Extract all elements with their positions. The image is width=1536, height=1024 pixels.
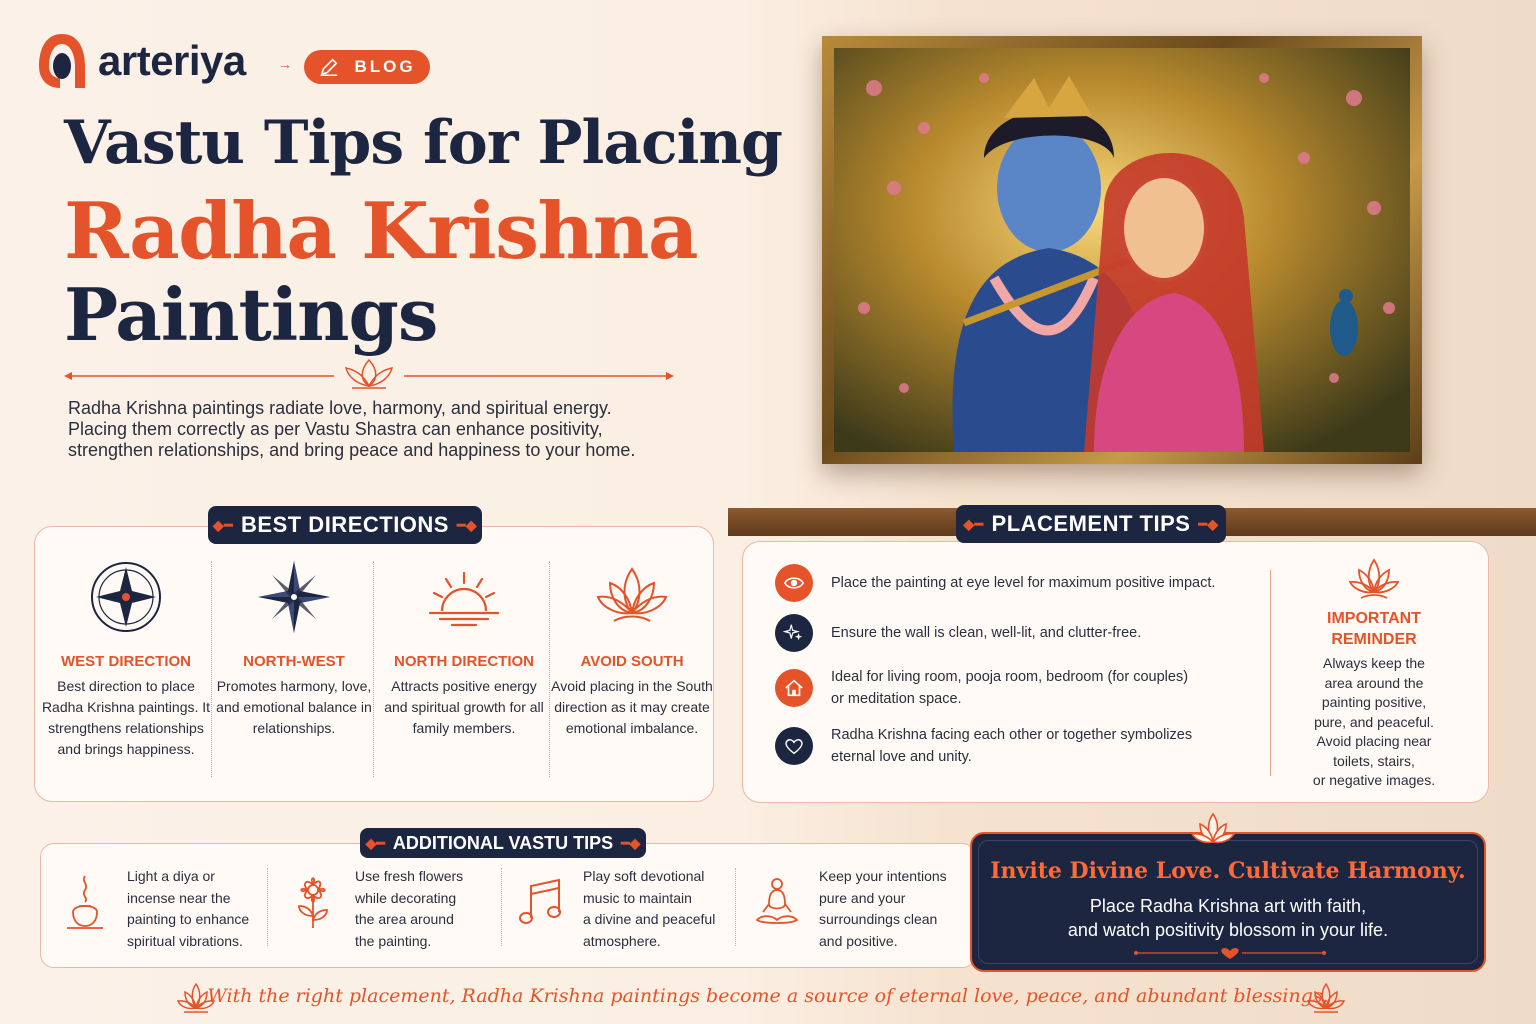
direction-north bbox=[379, 557, 549, 739]
tip-line: while decorating bbox=[355, 889, 457, 906]
reminder-title-line: IMPORTANT bbox=[1327, 610, 1421, 627]
placement-tip-line: Radha Krishna facing each other or together symbolizes bbox=[831, 727, 1193, 743]
direction-title: NORTH-WEST bbox=[243, 653, 345, 670]
additional-tip-text bbox=[819, 866, 947, 952]
direction-text: Avoid placing in the South direction as it may create emotional imbalance. bbox=[551, 678, 713, 736]
direction-north-west bbox=[209, 557, 379, 739]
direction-text: Best direction to place Radha Krishna paintings. It strengthens relationships and brings happiness. bbox=[41, 678, 211, 757]
divider bbox=[267, 868, 268, 946]
heading-ornament-icon: ◆━ bbox=[963, 515, 984, 532]
tip-line: incense near the bbox=[127, 889, 231, 906]
additional-tip-text bbox=[583, 866, 715, 952]
lotus-icon bbox=[1347, 556, 1401, 604]
tip-line: spiritual vibrations. bbox=[127, 932, 243, 949]
additional-tip bbox=[61, 866, 249, 952]
invite-line: and watch positivity blossom in your life. bbox=[1067, 920, 1389, 940]
heading-ornament-icon: ◆━ bbox=[365, 834, 385, 851]
placement-tips-heading bbox=[956, 505, 1226, 543]
page-title-line-3: Paintings bbox=[64, 272, 438, 357]
direction-text: Promotes harmony, love, and emotional balance in relationships. bbox=[216, 678, 372, 736]
best-directions-heading bbox=[208, 506, 482, 544]
heading-ornament-icon: ━◆ bbox=[1198, 515, 1219, 532]
placement-tip-line: or meditation space. bbox=[831, 691, 962, 707]
placement-tip-line: eternal love and unity. bbox=[831, 749, 972, 765]
direction-title: AVOID SOUTH bbox=[580, 653, 684, 670]
additional-tips-card bbox=[40, 843, 976, 968]
reminder-line: or negative images. bbox=[1312, 772, 1436, 788]
direction-avoid-south bbox=[547, 557, 717, 739]
additional-tip bbox=[289, 866, 463, 952]
important-reminder bbox=[1289, 556, 1459, 791]
lotus-icon bbox=[1190, 812, 1236, 848]
intro-paragraph bbox=[68, 398, 708, 461]
placement-tip-text bbox=[831, 724, 1192, 768]
reminder-line: toilets, stairs, bbox=[1333, 752, 1415, 769]
intro-line: Radha Krishna paintings radiate love, harmony, and spiritual energy. bbox=[68, 398, 612, 418]
lotus-divider-icon bbox=[64, 356, 674, 392]
lotus-icon bbox=[1306, 982, 1346, 1014]
placement-tip-line: Ideal for living room, pooja room, bedroom (for couples) bbox=[831, 669, 1189, 685]
meditation-icon bbox=[753, 872, 801, 932]
page-title-line-2: Radha Krishna bbox=[64, 186, 697, 277]
direction-title: NORTH DIRECTION bbox=[394, 653, 534, 670]
placement-tips-card bbox=[742, 541, 1489, 803]
direction-title: WEST DIRECTION bbox=[61, 653, 191, 670]
invite-headline: Invite Divine Love. Cultivate Harmony. bbox=[990, 858, 1466, 884]
star-compass-icon bbox=[254, 557, 334, 637]
sparkle-icon bbox=[775, 614, 813, 652]
intro-line: strengthen relationships, and bring peace and happiness to your home. bbox=[68, 440, 636, 460]
best-directions-title: BEST DIRECTIONS bbox=[241, 512, 449, 537]
reminder-title bbox=[1289, 608, 1459, 650]
sunrise-icon bbox=[424, 557, 504, 637]
tip-line: painting to enhance bbox=[127, 911, 250, 927]
radha-krishna-artwork-icon bbox=[834, 48, 1410, 452]
additional-tips-heading bbox=[360, 828, 646, 858]
heart-icon bbox=[775, 727, 813, 765]
reminder-title-line: REMINDER bbox=[1331, 631, 1417, 648]
tip-line: music to maintain bbox=[583, 889, 692, 906]
heading-ornament-icon: ━◆ bbox=[456, 516, 478, 533]
additional-tip bbox=[517, 866, 715, 952]
tip-line: a divine and peaceful bbox=[583, 911, 716, 927]
tip-line: pure and your bbox=[819, 889, 906, 906]
reminder-line: pure, and peaceful. bbox=[1314, 713, 1434, 730]
tip-line: Play soft devotional bbox=[583, 868, 705, 884]
additional-tip-text bbox=[127, 866, 249, 952]
lotus-icon bbox=[592, 557, 672, 637]
placement-tip-text: Ensure the wall is clean, well-lit, and clutter-free. bbox=[831, 625, 1142, 641]
home-icon bbox=[775, 669, 813, 707]
heading-ornament-icon: ◆━ bbox=[212, 516, 234, 533]
placement-tip-text: Place the painting at eye level for maximum positive impact. bbox=[831, 575, 1216, 591]
brand-name: arteriya bbox=[98, 37, 246, 84]
page-title-line-1: Vastu Tips for Placing bbox=[64, 108, 783, 178]
placement-tips-title: PLACEMENT TIPS bbox=[991, 511, 1191, 536]
additional-tip bbox=[753, 866, 947, 952]
invite-line: Place Radha Krishna art with faith, bbox=[1089, 896, 1367, 916]
footer-tagline: With the right placement, Radha Krishna paintings become a source of eternal love, peace, and abundant blessings. bbox=[207, 985, 1329, 1007]
direction-west bbox=[41, 557, 211, 760]
best-directions-card bbox=[34, 526, 714, 802]
tip-line: the painting. bbox=[355, 932, 432, 949]
invite-text bbox=[972, 894, 1484, 942]
placement-tip bbox=[775, 666, 1188, 710]
tip-line: Light a diya or bbox=[127, 868, 215, 884]
eye-icon bbox=[775, 564, 813, 602]
blog-label: BLOG bbox=[354, 57, 416, 76]
divider bbox=[501, 868, 502, 946]
blog-badge[interactable] bbox=[304, 50, 430, 84]
music-note-icon bbox=[517, 872, 565, 932]
heading-ornament-icon: ━◆ bbox=[621, 834, 641, 851]
brand-arrow: → bbox=[278, 56, 292, 72]
additional-tips-title: ADDITIONAL VASTU TIPS bbox=[392, 832, 614, 853]
divider bbox=[735, 868, 736, 946]
intro-line: Placing them correctly as per Vastu Shastra can enhance positivity, bbox=[68, 419, 603, 439]
tip-line: and positive. bbox=[819, 932, 898, 949]
tip-line: Use fresh flowers bbox=[355, 868, 464, 884]
direction-text: Attracts positive energy and spiritual growth for all family members. bbox=[384, 678, 544, 736]
placement-tip bbox=[775, 614, 1141, 652]
invite-banner bbox=[970, 832, 1486, 972]
tip-line: the area around bbox=[355, 911, 454, 927]
reminder-line: painting positive, bbox=[1321, 694, 1427, 710]
placement-tip bbox=[775, 724, 1192, 768]
placement-tip-text bbox=[831, 666, 1188, 710]
divider bbox=[1270, 570, 1271, 776]
brand-logo-group[interactable] bbox=[36, 30, 246, 92]
reminder-line: Avoid placing near bbox=[1316, 733, 1432, 749]
flower-icon bbox=[289, 872, 337, 932]
compass-icon bbox=[86, 557, 166, 637]
radha-krishna-painting bbox=[822, 36, 1422, 464]
heart-ornament-icon bbox=[1132, 946, 1328, 960]
placement-tip bbox=[775, 564, 1215, 602]
tip-line: surroundings clean bbox=[819, 911, 938, 927]
tip-line: atmosphere. bbox=[583, 932, 661, 949]
divider bbox=[373, 561, 374, 777]
tip-line: Keep your intentions bbox=[819, 868, 947, 884]
reminder-text bbox=[1289, 654, 1459, 791]
additional-tip-text bbox=[355, 866, 463, 952]
diya-incense-icon bbox=[61, 872, 109, 932]
reminder-line: Always keep the bbox=[1323, 655, 1425, 671]
reminder-line: area around the bbox=[1324, 674, 1424, 691]
arteriya-logo-icon bbox=[36, 30, 88, 92]
pen-icon bbox=[318, 56, 340, 78]
